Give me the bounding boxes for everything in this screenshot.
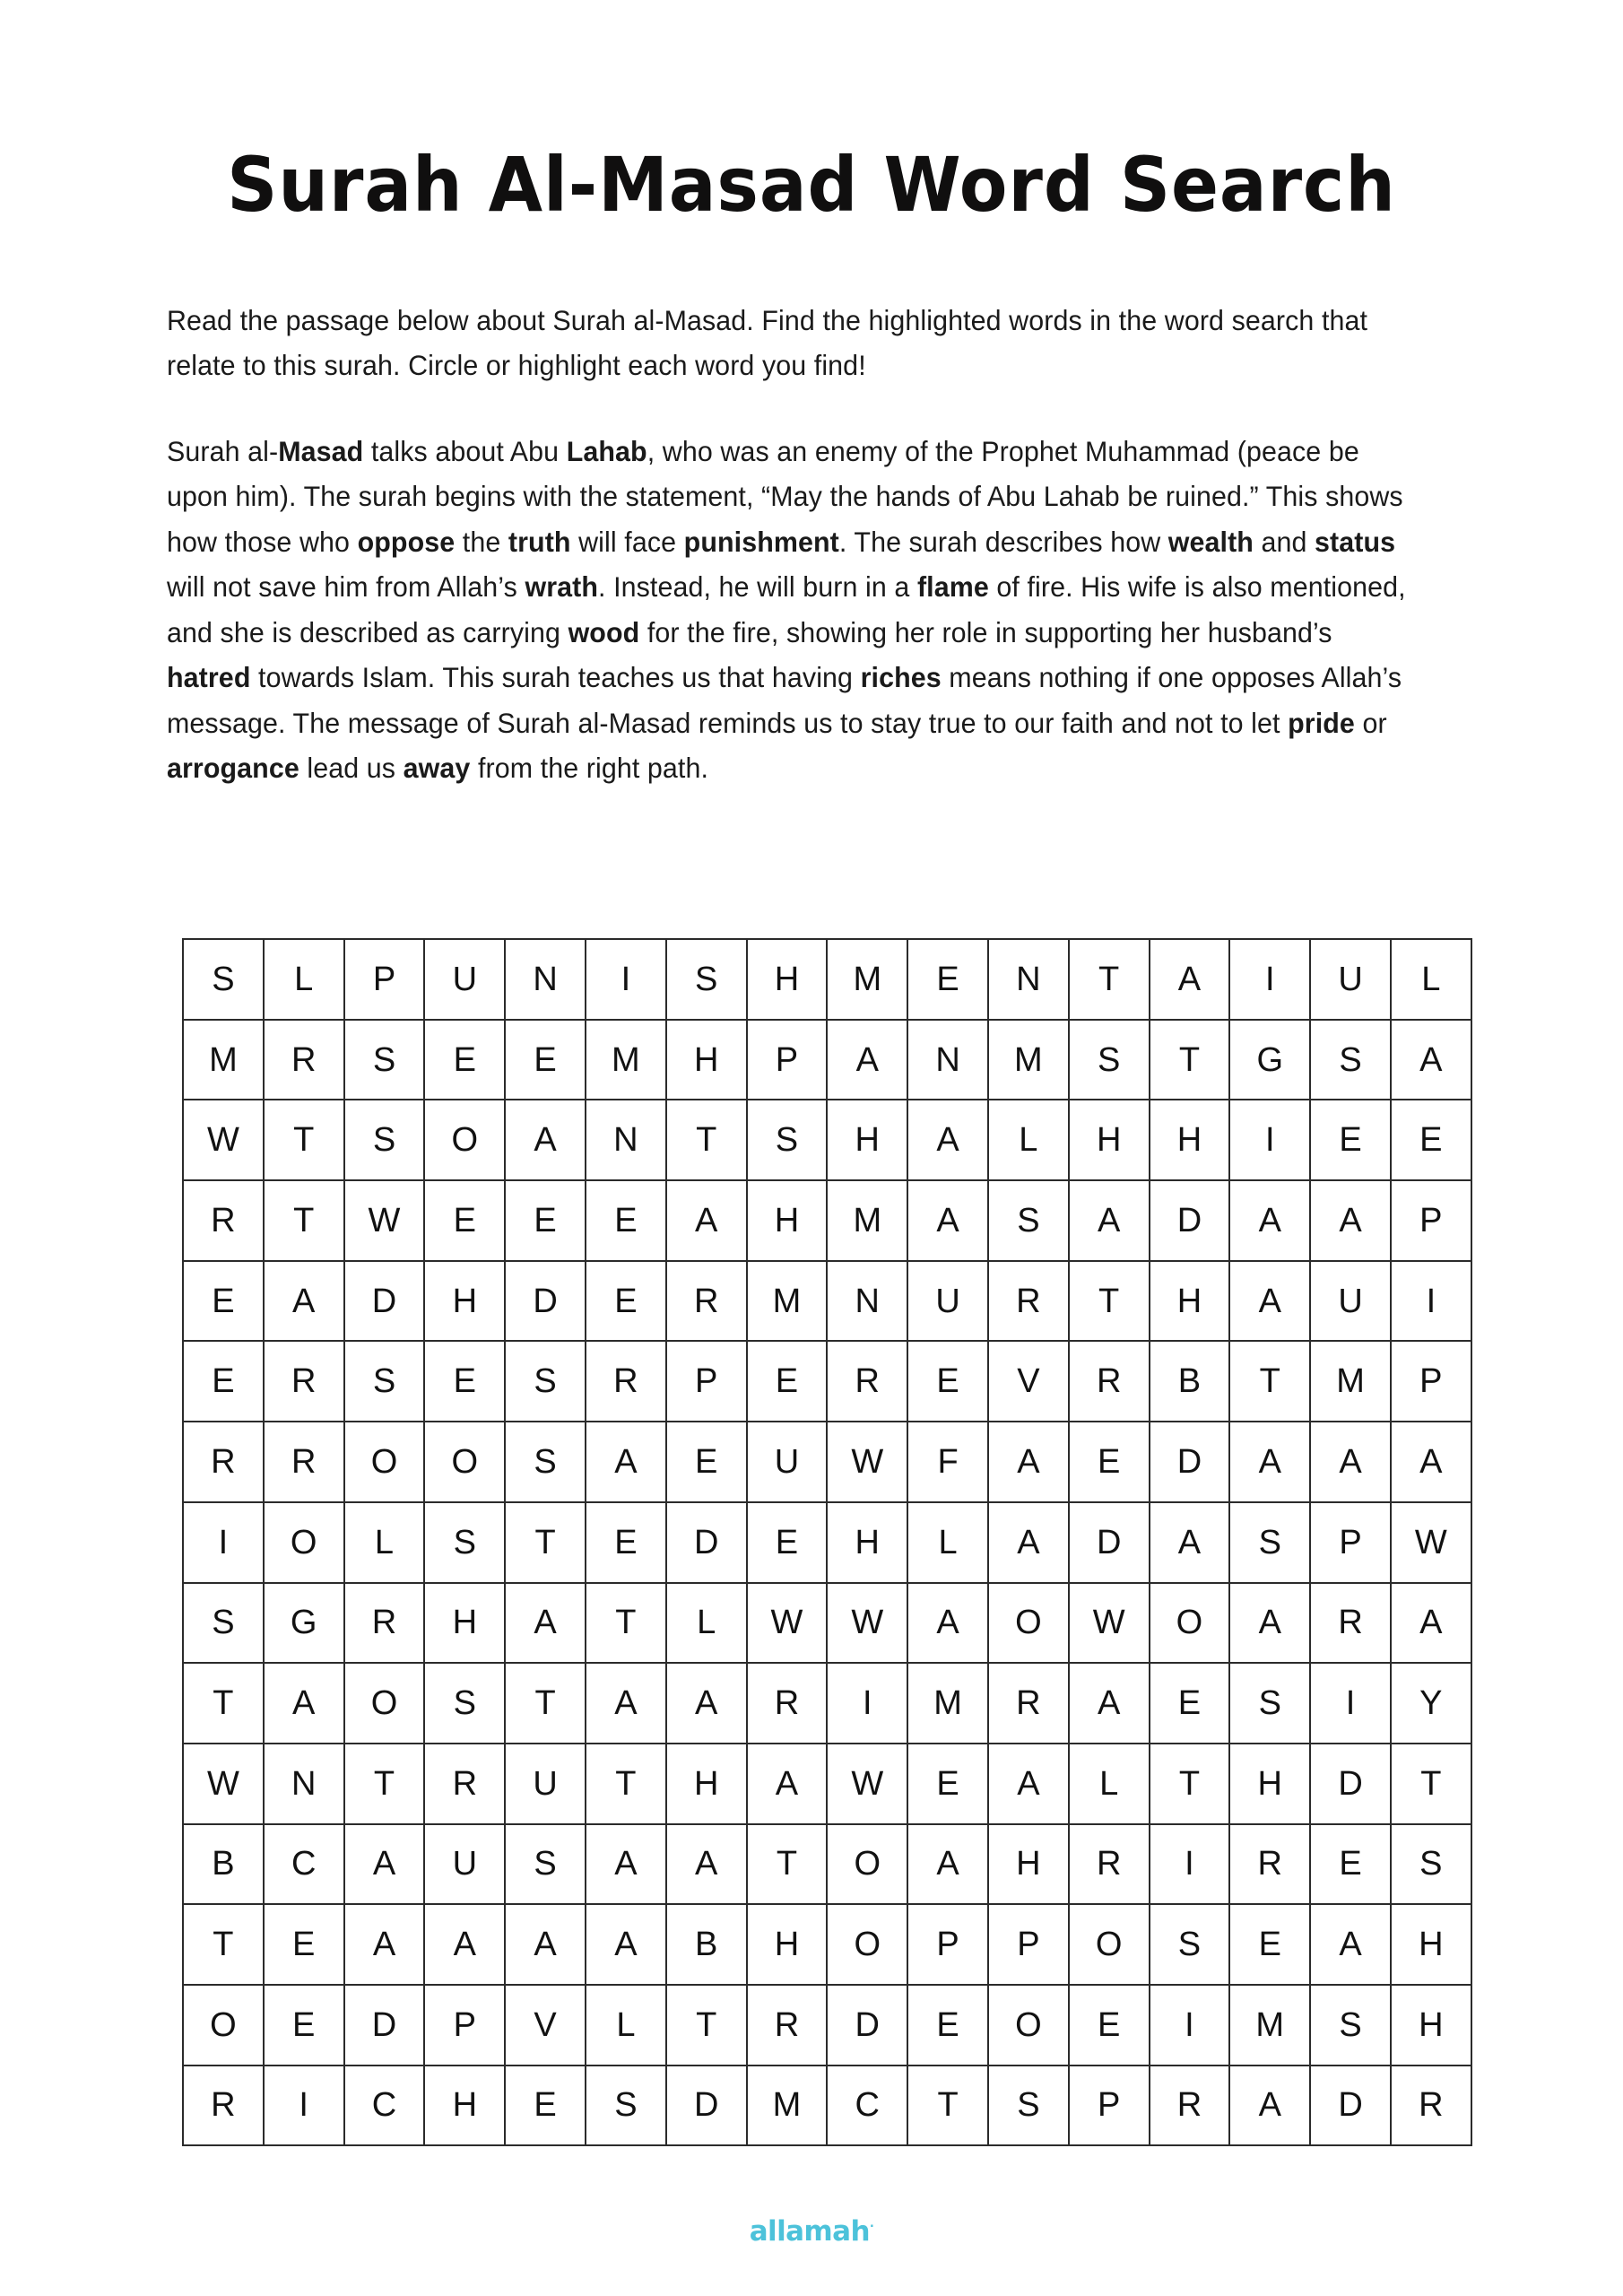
allamah-logo [750, 2215, 874, 2248]
grid-cell[interactable]: N [827, 1261, 907, 1342]
highlighted-word: hatred [167, 661, 251, 693]
grid-cell[interactable]: A [827, 1020, 907, 1100]
grid-cell[interactable]: H [1150, 1100, 1230, 1180]
grid-cell[interactable]: H [1391, 1985, 1471, 2066]
word-search-row [183, 1904, 1471, 1985]
grid-cell[interactable]: I [1229, 1100, 1310, 1180]
grid-cell[interactable]: R [1069, 1824, 1150, 1905]
grid-cell[interactable]: M [183, 1020, 264, 1100]
grid-cell[interactable]: U [1310, 1261, 1391, 1342]
grid-cell[interactable]: A [1391, 1583, 1471, 1664]
grid-cell[interactable]: E [424, 1020, 505, 1100]
grid-cell[interactable]: E [424, 1341, 505, 1422]
grid-cell[interactable]: T [505, 1502, 586, 1583]
grid-cell[interactable]: L [586, 1985, 666, 2066]
grid-cell[interactable]: E [1069, 1985, 1150, 2066]
passage-text: towards Islam. This surah teaches us that having [250, 661, 861, 693]
grid-cell[interactable]: T [344, 1744, 425, 1824]
grid-cell[interactable]: L [666, 1583, 747, 1664]
grid-cell[interactable]: P [747, 1020, 828, 1100]
grid-cell[interactable]: W [1391, 1502, 1471, 1583]
grid-cell[interactable]: D [1150, 1422, 1230, 1502]
grid-cell[interactable]: O [264, 1502, 344, 1583]
grid-cell[interactable]: B [1150, 1341, 1230, 1422]
grid-cell[interactable]: E [183, 1341, 264, 1422]
grid-cell[interactable]: O [988, 1985, 1069, 2066]
grid-cell[interactable]: I [1310, 1663, 1391, 1744]
highlighted-word: Masad [278, 434, 364, 467]
grid-cell[interactable]: E [907, 1341, 988, 1422]
highlighted-word: riches [860, 661, 942, 693]
grid-cell[interactable]: H [827, 1100, 907, 1180]
grid-cell[interactable]: O [344, 1422, 425, 1502]
grid-cell[interactable]: A [344, 1904, 425, 1985]
grid-cell[interactable]: R [747, 1663, 828, 1744]
grid-cell[interactable]: O [988, 1583, 1069, 1664]
grid-cell[interactable]: A [907, 1100, 988, 1180]
highlighted-word: pride [1288, 706, 1355, 739]
grid-cell[interactable]: C [344, 2066, 425, 2146]
grid-cell[interactable]: H [1229, 1744, 1310, 1824]
word-search-row [183, 1180, 1471, 1261]
grid-cell[interactable]: S [344, 1100, 425, 1180]
word-search-grid[interactable] [182, 938, 1472, 2146]
grid-cell[interactable]: E [666, 1422, 747, 1502]
word-search-row [183, 1422, 1471, 1502]
grid-cell[interactable]: T [1069, 939, 1150, 1020]
word-search-row [183, 1663, 1471, 1744]
grid-cell[interactable]: E [586, 1502, 666, 1583]
word-search-row [183, 1744, 1471, 1824]
grid-cell[interactable]: R [1229, 1824, 1310, 1905]
grid-cell[interactable]: O [1150, 1583, 1230, 1664]
grid-cell[interactable]: A [1310, 1904, 1391, 1985]
grid-cell[interactable]: M [747, 2066, 828, 2146]
grid-cell[interactable]: S [183, 939, 264, 1020]
grid-cell[interactable]: D [505, 1261, 586, 1342]
grid-cell[interactable]: R [1391, 2066, 1471, 2146]
passage-text: will face [570, 525, 684, 558]
grid-cell[interactable]: N [988, 939, 1069, 1020]
grid-cell[interactable]: T [586, 1583, 666, 1664]
grid-cell[interactable]: L [1391, 939, 1471, 1020]
grid-cell[interactable]: D [344, 1985, 425, 2066]
grid-cell[interactable]: R [183, 2066, 264, 2146]
grid-cell[interactable]: A [1229, 2066, 1310, 2146]
grid-cell[interactable]: A [586, 1663, 666, 1744]
word-search-row [183, 1261, 1471, 1342]
grid-cell[interactable]: M [827, 939, 907, 1020]
passage-text: . Instead, he will burn in a [598, 570, 917, 603]
grid-cell[interactable]: R [988, 1663, 1069, 1744]
grid-cell[interactable]: W [827, 1422, 907, 1502]
grid-cell[interactable]: R [827, 1341, 907, 1422]
grid-cell[interactable]: E [907, 1985, 988, 2066]
grid-cell[interactable]: H [988, 1824, 1069, 1905]
grid-cell[interactable]: I [1150, 1824, 1230, 1905]
grid-cell[interactable]: A [1229, 1261, 1310, 1342]
grid-cell[interactable]: P [1069, 2066, 1150, 2146]
grid-cell[interactable]: T [586, 1744, 666, 1824]
grid-cell[interactable]: G [1229, 1020, 1310, 1100]
grid-cell[interactable]: E [907, 1744, 988, 1824]
grid-cell[interactable]: D [1310, 1744, 1391, 1824]
grid-cell[interactable]: W [747, 1583, 828, 1664]
passage-text: means nothing if one opposes Allah’s message. The message of Surah al-Masad reminds us to stay true to our faith and not to let [167, 661, 1402, 739]
grid-cell[interactable]: S [666, 939, 747, 1020]
grid-cell[interactable]: R [1150, 2066, 1230, 2146]
grid-cell[interactable]: R [264, 1422, 344, 1502]
grid-cell[interactable]: A [505, 1904, 586, 1985]
grid-cell[interactable]: I [264, 2066, 344, 2146]
grid-cell[interactable]: V [988, 1341, 1069, 1422]
word-search-grid-container [182, 938, 1472, 2146]
grid-cell[interactable]: M [1229, 1985, 1310, 2066]
grid-cell[interactable]: E [505, 2066, 586, 2146]
grid-cell[interactable]: E [1310, 1100, 1391, 1180]
highlighted-word: away [403, 752, 471, 784]
grid-cell[interactable]: O [827, 1904, 907, 1985]
grid-cell[interactable]: H [1391, 1904, 1471, 1985]
grid-cell[interactable]: S [344, 1020, 425, 1100]
grid-cell[interactable]: W [827, 1583, 907, 1664]
grid-cell[interactable]: D [666, 1502, 747, 1583]
passage-text: will not save him from Allah’s [167, 570, 525, 603]
grid-cell[interactable]: S [988, 1180, 1069, 1261]
grid-cell[interactable]: N [264, 1744, 344, 1824]
grid-cell[interactable]: R [1310, 1583, 1391, 1664]
grid-cell[interactable]: A [747, 1744, 828, 1824]
grid-cell[interactable]: E [1150, 1663, 1230, 1744]
grid-cell[interactable]: A [264, 1261, 344, 1342]
grid-cell[interactable]: P [907, 1904, 988, 1985]
grid-cell[interactable]: R [264, 1341, 344, 1422]
word-search-row [183, 1583, 1471, 1664]
word-search-row [183, 2066, 1471, 2146]
grid-cell[interactable]: A [344, 1824, 425, 1905]
grid-cell[interactable]: E [1229, 1904, 1310, 1985]
grid-cell[interactable]: D [1069, 1502, 1150, 1583]
grid-cell[interactable]: U [505, 1744, 586, 1824]
grid-cell[interactable]: H [827, 1502, 907, 1583]
grid-cell[interactable]: T [183, 1663, 264, 1744]
passage-text: talks about Abu [363, 434, 567, 467]
grid-cell[interactable]: T [264, 1100, 344, 1180]
grid-cell[interactable]: E [747, 1502, 828, 1583]
grid-cell[interactable]: E [1310, 1824, 1391, 1905]
passage-text: or [1354, 706, 1387, 739]
passage-text: the [455, 525, 508, 558]
grid-cell[interactable]: W [1069, 1583, 1150, 1664]
grid-cell[interactable]: S [747, 1100, 828, 1180]
grid-cell[interactable]: C [264, 1824, 344, 1905]
text-column [167, 269, 1453, 819]
grid-cell[interactable]: U [907, 1261, 988, 1342]
grid-cell[interactable]: L [264, 939, 344, 1020]
grid-cell[interactable]: U [424, 939, 505, 1020]
grid-cell[interactable]: R [988, 1261, 1069, 1342]
highlighted-word: Lahab [566, 434, 647, 467]
grid-cell[interactable]: I [1229, 939, 1310, 1020]
grid-cell[interactable]: N [586, 1100, 666, 1180]
highlighted-word: wealth [1167, 525, 1254, 558]
grid-cell[interactable]: B [666, 1904, 747, 1985]
grid-cell[interactable]: O [183, 1985, 264, 2066]
grid-cell[interactable]: P [988, 1904, 1069, 1985]
grid-cell[interactable]: O [1069, 1904, 1150, 1985]
grid-cell[interactable]: E [264, 1904, 344, 1985]
grid-cell[interactable]: A [1150, 939, 1230, 1020]
passage-text: of fire. His wife is also mentioned, and she is described as carrying [167, 570, 1406, 648]
grid-cell[interactable]: D [344, 1261, 425, 1342]
grid-cell[interactable]: A [1391, 1020, 1471, 1100]
grid-cell[interactable]: E [907, 939, 988, 1020]
grid-cell[interactable]: T [1069, 1261, 1150, 1342]
grid-cell[interactable]: W [344, 1180, 425, 1261]
grid-cell[interactable]: R [183, 1180, 264, 1261]
grid-cell[interactable]: T [183, 1904, 264, 1985]
grid-cell[interactable]: B [183, 1824, 264, 1905]
grid-cell[interactable]: A [1391, 1422, 1471, 1502]
grid-cell[interactable]: T [264, 1180, 344, 1261]
grid-cell[interactable]: A [666, 1824, 747, 1905]
grid-cell[interactable]: S [505, 1341, 586, 1422]
grid-cell[interactable]: U [1310, 939, 1391, 1020]
grid-cell[interactable]: N [505, 939, 586, 1020]
grid-cell[interactable]: M [586, 1020, 666, 1100]
grid-cell[interactable]: I [827, 1663, 907, 1744]
grid-cell[interactable]: T [1150, 1020, 1230, 1100]
highlighted-word: wrath [525, 570, 599, 603]
word-search-grid-body [183, 939, 1471, 2145]
grid-cell[interactable]: H [666, 1744, 747, 1824]
passage-text: Surah al- [167, 434, 279, 467]
grid-cell[interactable]: S [1310, 1985, 1391, 2066]
allamah-logo-text: allamah [749, 2215, 870, 2248]
word-search-row [183, 1341, 1471, 1422]
grid-cell[interactable]: I [586, 939, 666, 1020]
grid-cell[interactable]: S [1310, 1020, 1391, 1100]
grid-cell[interactable]: S [344, 1341, 425, 1422]
grid-cell[interactable]: A [586, 1824, 666, 1905]
grid-cell[interactable]: E [505, 1020, 586, 1100]
grid-cell[interactable]: H [747, 1904, 828, 1985]
grid-cell[interactable]: T [1229, 1341, 1310, 1422]
grid-cell[interactable]: M [1310, 1341, 1391, 1422]
grid-cell[interactable]: S [1150, 1904, 1230, 1985]
grid-cell[interactable]: C [827, 2066, 907, 2146]
grid-cell[interactable]: W [183, 1744, 264, 1824]
grid-cell[interactable]: A [988, 1502, 1069, 1583]
word-search-row [183, 939, 1471, 1020]
passage-text: and [1253, 525, 1315, 558]
grid-cell[interactable]: H [424, 1261, 505, 1342]
grid-cell[interactable]: P [666, 1341, 747, 1422]
grid-cell[interactable]: E [264, 1985, 344, 2066]
word-search-row [183, 1985, 1471, 2066]
grid-cell[interactable]: D [1150, 1180, 1230, 1261]
grid-cell[interactable]: A [1310, 1422, 1391, 1502]
grid-cell[interactable]: A [505, 1583, 586, 1664]
grid-cell[interactable]: E [747, 1341, 828, 1422]
grid-cell[interactable]: E [505, 1180, 586, 1261]
grid-cell[interactable]: A [586, 1904, 666, 1985]
grid-cell[interactable]: W [183, 1100, 264, 1180]
passage-paragraph [167, 429, 1408, 791]
grid-cell[interactable]: S [505, 1422, 586, 1502]
grid-cell[interactable]: E [586, 1261, 666, 1342]
grid-cell[interactable]: A [264, 1663, 344, 1744]
passage-text: , who was an enemy of the Prophet Muhammad (peace be upon him). The surah begins with the statement, “May the hands of Abu Lahab be ruined.” This shows how those who [167, 434, 1403, 558]
grid-cell[interactable]: M [827, 1180, 907, 1261]
grid-cell[interactable]: F [907, 1422, 988, 1502]
grid-cell[interactable]: O [424, 1100, 505, 1180]
grid-cell[interactable]: D [827, 1985, 907, 2066]
grid-cell[interactable]: A [1229, 1583, 1310, 1664]
grid-cell[interactable]: A [1069, 1663, 1150, 1744]
grid-cell[interactable]: P [1310, 1502, 1391, 1583]
passage-text: from the right path. [470, 752, 708, 784]
grid-cell[interactable]: A [907, 1180, 988, 1261]
grid-cell[interactable]: S [1229, 1502, 1310, 1583]
grid-cell[interactable]: G [264, 1583, 344, 1664]
grid-cell[interactable]: P [344, 939, 425, 1020]
grid-cell[interactable]: A [907, 1824, 988, 1905]
grid-cell[interactable]: R [586, 1341, 666, 1422]
grid-cell[interactable]: A [907, 1583, 988, 1664]
grid-cell[interactable]: D [1310, 2066, 1391, 2146]
grid-cell[interactable]: S [1069, 1020, 1150, 1100]
grid-cell[interactable]: A [988, 1422, 1069, 1502]
grid-cell[interactable]: P [1391, 1341, 1471, 1422]
grid-cell[interactable]: M [747, 1261, 828, 1342]
grid-cell[interactable]: A [586, 1422, 666, 1502]
grid-cell[interactable]: E [1069, 1422, 1150, 1502]
page-title: Surah Al-Masad Word Search [227, 141, 1396, 230]
grid-cell[interactable]: S [988, 2066, 1069, 2146]
grid-cell[interactable]: H [666, 1020, 747, 1100]
grid-cell[interactable]: R [747, 1985, 828, 2066]
grid-cell[interactable]: S [424, 1502, 505, 1583]
grid-cell[interactable]: I [183, 1502, 264, 1583]
grid-cell[interactable]: S [1391, 1824, 1471, 1905]
grid-cell[interactable]: H [424, 1583, 505, 1664]
grid-cell[interactable]: E [424, 1180, 505, 1261]
grid-cell[interactable]: U [747, 1422, 828, 1502]
highlighted-word: wood [568, 615, 640, 648]
grid-cell[interactable]: E [586, 1180, 666, 1261]
grid-cell[interactable]: W [827, 1744, 907, 1824]
grid-cell[interactable]: V [505, 1985, 586, 2066]
grid-cell[interactable]: S [586, 2066, 666, 2146]
grid-cell[interactable]: P [1391, 1180, 1471, 1261]
grid-cell[interactable]: I [1391, 1261, 1471, 1342]
grid-cell[interactable]: S [505, 1824, 586, 1905]
footer [0, 2215, 1623, 2248]
grid-cell[interactable]: A [1229, 1180, 1310, 1261]
grid-cell[interactable]: R [183, 1422, 264, 1502]
grid-cell[interactable]: R [344, 1583, 425, 1664]
grid-cell[interactable]: L [344, 1502, 425, 1583]
passage-text: . The surah describes how [838, 525, 1168, 558]
grid-cell[interactable]: A [666, 1180, 747, 1261]
grid-cell[interactable]: H [1150, 1261, 1230, 1342]
grid-cell[interactable]: D [666, 2066, 747, 2146]
grid-cell[interactable]: E [1391, 1100, 1471, 1180]
grid-cell[interactable]: R [264, 1020, 344, 1100]
grid-cell[interactable]: H [747, 1180, 828, 1261]
highlighted-word: punishment [683, 525, 839, 558]
grid-cell[interactable]: A [1069, 1180, 1150, 1261]
grid-cell[interactable]: M [988, 1020, 1069, 1100]
highlighted-word: arrogance [167, 752, 299, 784]
grid-cell[interactable]: O [344, 1663, 425, 1744]
grid-cell[interactable]: L [1069, 1744, 1150, 1824]
passage-text: for the fire, showing her role in supporting her husband’s [639, 615, 1332, 648]
word-search-row [183, 1020, 1471, 1100]
grid-cell[interactable]: R [666, 1261, 747, 1342]
grid-cell[interactable]: T [907, 2066, 988, 2146]
grid-cell[interactable]: N [907, 1020, 988, 1100]
highlighted-word: status [1315, 525, 1396, 558]
grid-cell[interactable]: T [666, 1100, 747, 1180]
grid-cell[interactable]: A [1229, 1422, 1310, 1502]
grid-cell[interactable]: H [747, 939, 828, 1020]
grid-cell[interactable]: A [505, 1100, 586, 1180]
grid-cell[interactable]: T [505, 1663, 586, 1744]
grid-cell[interactable]: M [907, 1663, 988, 1744]
grid-cell[interactable]: A [666, 1663, 747, 1744]
grid-cell[interactable]: S [1229, 1663, 1310, 1744]
grid-cell[interactable]: I [1150, 1985, 1230, 2066]
grid-cell[interactable]: O [424, 1422, 505, 1502]
grid-cell[interactable]: P [424, 1985, 505, 2066]
highlighted-word: flame [916, 570, 989, 603]
grid-cell[interactable]: U [424, 1824, 505, 1905]
grid-cell[interactable]: A [424, 1904, 505, 1985]
grid-cell[interactable]: E [183, 1261, 264, 1342]
grid-cell[interactable]: T [747, 1824, 828, 1905]
grid-cell[interactable]: H [1069, 1100, 1150, 1180]
grid-cell[interactable]: A [988, 1744, 1069, 1824]
grid-cell[interactable]: Y [1391, 1663, 1471, 1744]
grid-cell[interactable]: O [827, 1824, 907, 1905]
instructions-paragraph: Read the passage below about Surah al-Masad. Find the highlighted words in the word search that relate to this surah. Circle or highlight each word you find! [167, 303, 1368, 381]
grid-cell[interactable]: L [907, 1502, 988, 1583]
grid-cell[interactable]: T [1150, 1744, 1230, 1824]
grid-cell[interactable]: R [424, 1744, 505, 1824]
grid-cell[interactable]: H [424, 2066, 505, 2146]
trademark-mark: · [869, 2220, 874, 2234]
grid-cell[interactable]: L [988, 1100, 1069, 1180]
word-search-row [183, 1824, 1471, 1905]
grid-cell[interactable]: R [1069, 1341, 1150, 1422]
passage-text: lead us [299, 752, 404, 784]
word-search-row [183, 1100, 1471, 1180]
word-search-row [183, 1502, 1471, 1583]
highlighted-word: oppose [357, 525, 456, 558]
grid-cell[interactable]: A [1310, 1180, 1391, 1261]
highlighted-word: truth [508, 525, 571, 558]
grid-cell[interactable]: T [1391, 1744, 1471, 1824]
grid-cell[interactable]: T [666, 1985, 747, 2066]
grid-cell[interactable]: A [1150, 1502, 1230, 1583]
grid-cell[interactable]: S [183, 1583, 264, 1664]
grid-cell[interactable]: S [424, 1663, 505, 1744]
